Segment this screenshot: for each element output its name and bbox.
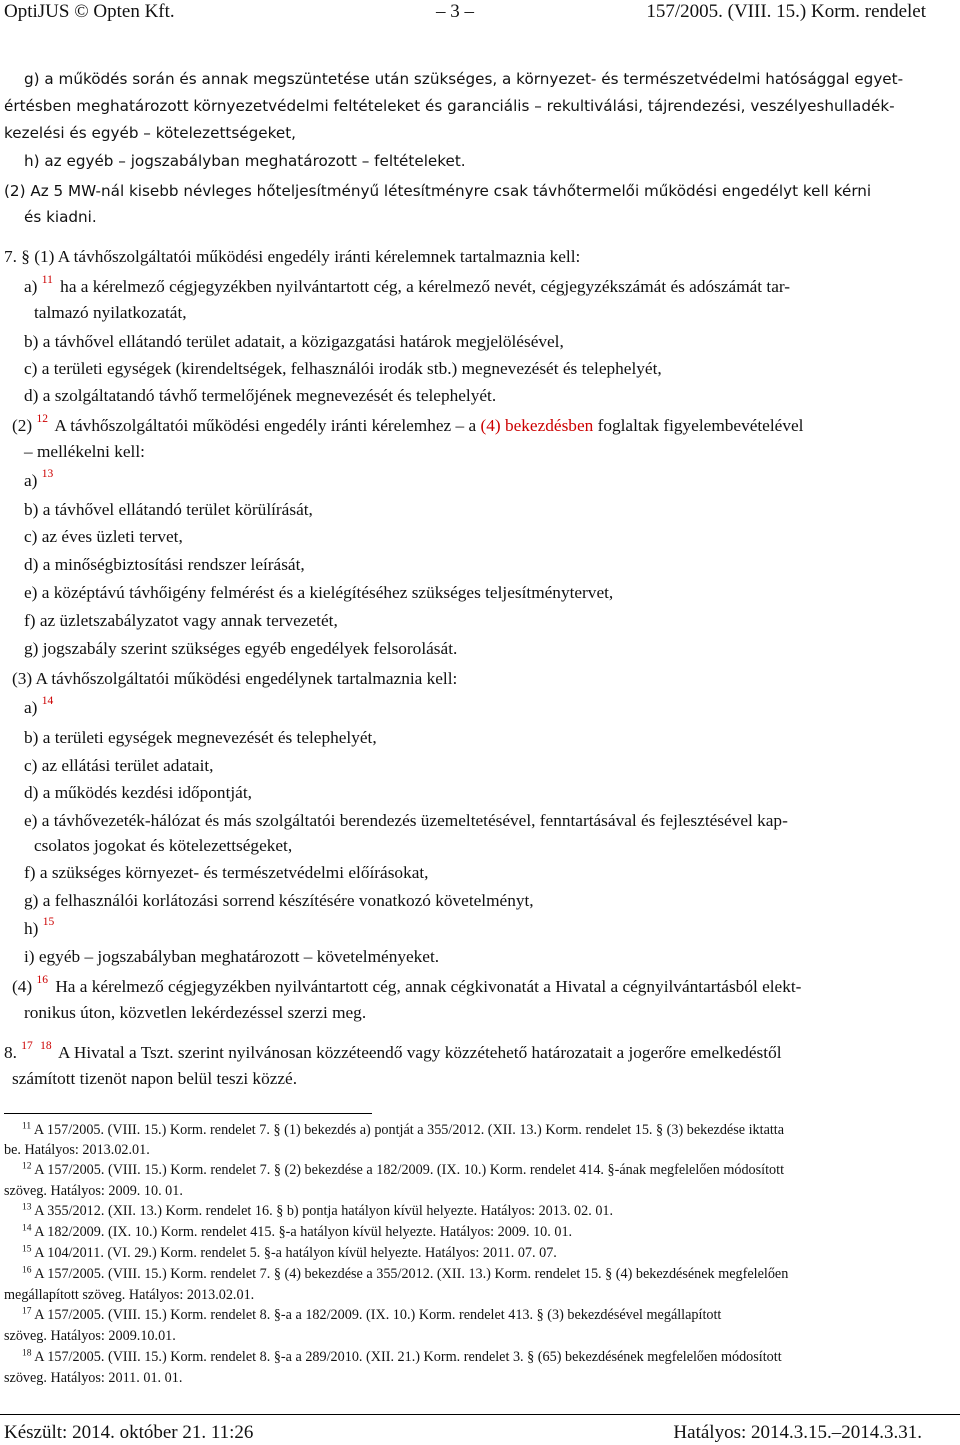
sec7-p4-line2: ronikus úton, közvetlen lekérdezéssel szerzi meg. [24,1003,367,1022]
footnote-16-text: A 157/2005. (VIII. 15.) Korm. rendelet 7. § (4) bekezdése a 355/2012. (XII. 13.) Korm. rendelet 15. § (4) bekezdésének megfelelően [34,1266,789,1282]
footnote-17-line2: szöveg. Hatályos: 2009.10.01. [4,1328,176,1344]
footnote-17-text: A 157/2005. (VIII. 15.) Korm. rendelet 8. §-a a 182/2009. (IX. 10.) Korm. rendelet 413. § (3) bekezdésével megállapított [34,1307,722,1323]
sec7-p1-b: b) a távhővel ellátandó terület adatait, a közigazgatási határok megjelölésével, [24,332,564,351]
sec7-p2-d: d) a minőségbiztosítási rendszer leírását, [24,555,305,574]
sec6-p2-line1: (2) Az 5 MW-nál kisebb névleges hőteljesítményű létesítményre csak távhőtermelői működési engedélyt kell kérni [4,182,872,200]
sec7-p3-f: f) a szükséges környezet- és természetvédelmi előírásokat, [24,863,429,882]
sec7-p2-text-post: foglaltak figyelembevételével [597,416,804,435]
sec8-text: A Hivatal a Tszt. szerint nyilvánosan közzéteendő vagy közzétehető határozatait a jogerőre emelkedéstől [58,1043,782,1062]
footnote-12-text: A 157/2005. (VIII. 15.) Korm. rendelet 7. § (2) bekezdése a 182/2009. (IX. 10.) Korm. rendelet 414. §-ának megfelelően módosított [34,1162,785,1178]
sec8-line2: számított tizenöt napon belül teszi közzé. [12,1069,298,1088]
sec7-p4-text: Ha a kérelmező cégjegyzékben nyilvántartott cég, annak cégkivonatát a Hivatal a cégnyilvántartásból elekt- [55,977,802,996]
footnote-14-number: 14 [22,1223,32,1234]
footnote-14 [22,1223,572,1241]
sec7-p3-a [24,697,56,719]
footnote-11-number: 11 [22,1121,32,1132]
footnote-ref-16[interactable]: 16 [36,974,48,987]
footnote-ref-13[interactable]: 13 [41,468,54,481]
footnote-ref-17[interactable]: 17 [21,1040,33,1053]
sec7-p1-intro: 7. § (1) A távhőszolgáltatói működési engedély iránti kérelemnek tartalmaznia kell: [4,247,581,266]
footnote-16-line1 [22,1265,788,1283]
sec7-p2-g: g) jogszabály szerint szükséges egyéb engedélyek felsorolását. [24,639,458,658]
sec6-g-line1: g) a működés során és annak megszüntetése után szükséges, a környezet- és természetvédelmi hatósággal egyet- [24,70,904,88]
footnote-17-line1 [22,1306,721,1324]
footnote-13-number: 13 [22,1202,32,1213]
footnote-ref-18[interactable]: 18 [40,1040,52,1053]
sec6-g-line3: kezelési és egyéb – kötelezettségeket, [4,124,296,142]
footnote-ref-15[interactable]: 15 [42,916,55,929]
sec7-p1-c: c) a területi egységek (kirendeltségek, felhasználói irodák stb.) megnevezését és telephelyét, [24,359,662,378]
footnote-12-line2: szöveg. Hatályos: 2009. 10. 01. [4,1183,183,1199]
sec7-p3-b: b) a területi egységek megnevezését és telephelyét, [24,728,377,747]
sec7-p1-a-line2: talmazó nyilatkozatát, [34,303,187,322]
footnote-18-number: 18 [22,1348,32,1359]
footnote-14-text: A 182/2009. (IX. 10.) Korm. rendelet 415. §-a hatályon kívül helyezte. Hatályos: 2009. 10. 01. [34,1224,573,1240]
sec7-p1-d: d) a szolgáltatandó távhő termelőjének megnevezését és telephelyét. [24,386,497,405]
footnote-18-line1 [22,1348,782,1366]
footnote-18-text: A 157/2005. (VIII. 15.) Korm. rendelet 8. §-a a 289/2010. (XII. 21.) Korm. rendelet 3. § (65) bekezdésének megfelelően módosított [34,1349,782,1365]
sec7-p3-h-label: h) [24,919,39,938]
footnote-15-number: 15 [22,1244,32,1255]
footnote-ref-12[interactable]: 12 [36,413,48,426]
sec7-p1-a-line1 [24,276,790,298]
sec7-p3-a-label: a) [24,698,38,717]
sec7-p1-a-text: ha a kérelmező cégjegyzékben nyilvántartott cég, a kérelmező nevét, cégjegyzékszámát és adószámát tar- [60,277,791,296]
sec7-p2-b: b) a távhővel ellátandó terület körülírását, [24,500,313,519]
header-page-number: – 3 – [436,1,474,22]
sec7-p3-e-line2: csolatos jogokat és kötelezettségeket, [34,836,293,855]
footnote-17-number: 17 [22,1306,32,1317]
footnote-12-line1 [22,1161,784,1179]
sec7-p3-d: d) a működés kezdési időpontját, [24,783,252,802]
footnote-18-line2: szöveg. Hatályos: 2011. 01. 01. [4,1370,183,1386]
footer-created-date: Készült: 2014. október 21. 11:26 [4,1422,254,1443]
page-header [0,0,960,26]
sec7-p4-line1 [12,976,801,998]
footnote-ref-11[interactable]: 11 [41,274,53,287]
footnote-15-text: A 104/2011. (VI. 29.) Korm. rendelet 5. §-a hatályon kívül helyezte. Hatályos: 2011. 07. 07. [34,1245,557,1261]
sec7-p1-a-label: a) [24,277,38,296]
footnote-12-number: 12 [22,1161,32,1172]
footnote-divider [4,1113,372,1114]
header-regulation-title: 157/2005. (VIII. 15.) Korm. rendelet [646,1,926,22]
footer-effective-period: Hatályos: 2014.3.15.–2014.3.31. [673,1422,922,1443]
sec7-p2-a-label: a) [24,471,38,490]
footnote-11-line1 [22,1121,784,1139]
sec7-p2-label: (2) [12,416,33,435]
footnote-15 [22,1244,557,1262]
footnote-16-number: 16 [22,1265,32,1276]
sec8-line1 [4,1042,782,1064]
footnote-ref-14[interactable]: 14 [41,695,54,708]
sec7-p2-line1 [12,415,803,437]
sec7-p2-c: c) az éves üzleti tervet, [24,527,183,546]
sec8-label: 8. [4,1043,17,1062]
footnote-16-line2: megállapított szöveg. Hatályos: 2013.02.01. [4,1287,255,1303]
sec7-p3-i: i) egyéb – jogszabályban meghatározott – követelményeket. [24,947,440,966]
sec7-p3-e-line1: e) a távhővezeték-hálózat és más szolgáltatói berendezés üzemeltetésével, fenntartásával és fejlesztésével kap- [24,811,788,830]
sec7-p3-g: g) a felhasználói korlátozási sorrend készítésére vonatkozó követelményt, [24,891,534,910]
sec7-p2-f: f) az üzletszabályzatot vagy annak tervezetét, [24,611,338,630]
footnote-11-text: A 157/2005. (VIII. 15.) Korm. rendelet 7. § (1) bekezdés a) pontját a 355/2012. (XII. 13.) Korm. rendelet 15. § (3) bekezdése iktatta [33,1122,785,1138]
sec7-p2-text-pre: A távhőszolgáltatói működési engedély iránti kérelemhez – a [54,416,477,435]
sec7-p3-h [24,918,57,940]
footnote-13-text: A 355/2012. (XII. 13.) Korm. rendelet 16. § b) pontja hatályon kívül helyezte. Hatályos: 2013. 02. 01. [34,1203,614,1219]
paragraph-4-link[interactable]: (4) bekezdésben [480,416,594,435]
sec7-p2-line2: – mellékelni kell: [24,442,145,461]
sec6-p2-line2: és kiadni. [24,208,97,226]
footnote-13 [22,1202,613,1220]
sec6-h: h) az egyéb – jogszabályban meghatározott – feltételeket. [24,152,466,170]
sec7-p2-a [24,470,56,492]
sec7-p3-intro: (3) A távhőszolgáltatói működési engedélynek tartalmaznia kell: [12,669,458,688]
sec7-p2-e: e) a középtávú távhőigény felmérést és a kielégítéséhez szükséges teljesítménytervet, [24,583,614,602]
footnote-11-line2: be. Hatályos: 2013.02.01. [4,1142,150,1158]
sec7-p3-c: c) az ellátási terület adatait, [24,756,214,775]
sec6-g-line2: értésben meghatározott környezetvédelmi feltételeket és garanciális – rekultiválási, tájrendezési, veszélyeshulladék- [4,97,895,115]
sec7-p4-label: (4) [12,977,33,996]
header-publisher: OptiJUS © Opten Kft. [4,1,175,22]
footer-divider [0,1414,960,1415]
